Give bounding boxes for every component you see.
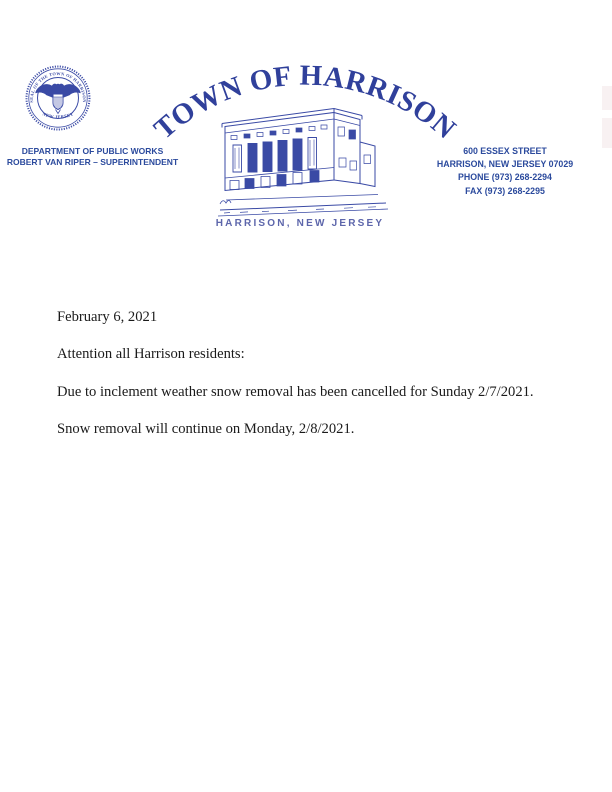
address-street: 600 ESSEX STREET xyxy=(463,146,547,156)
superintendent-name: ROBERT VAN RIPER – SUPERINTENDENT xyxy=(6,157,179,167)
department-block xyxy=(5,146,180,168)
town-seal-icon xyxy=(24,60,94,138)
letter-body xyxy=(57,309,557,458)
letter-paragraph: Due to inclement weather snow removal has been cancelled for Sunday 2/7/2021. xyxy=(57,383,534,400)
building-caption: HARRISON, NEW JERSEY xyxy=(215,218,385,229)
address-fax: FAX (973) 268-2295 xyxy=(465,185,545,196)
letter-salutation: Attention all Harrison residents: xyxy=(57,346,245,363)
seal-bottom-text: NEW JERSEY xyxy=(41,111,75,120)
address-phone: PHONE (973) 268-2294 xyxy=(458,172,552,183)
scan-artifact xyxy=(602,118,612,148)
address-city: HARRISON, NEW JERSEY 07029 xyxy=(436,159,574,170)
arch-title-text: TOWN OF HARRISON xyxy=(148,59,462,146)
eagle-shield-icon xyxy=(36,84,81,114)
svg-text:NEW JERSEY xyxy=(42,111,75,119)
department-name: DEPARTMENT OF PUBLIC WORKS xyxy=(21,146,164,156)
scan-artifact xyxy=(602,86,612,110)
town-hall-illustration xyxy=(218,106,393,226)
address-block xyxy=(418,145,592,198)
letter-paragraph: Snow removal will continue on Monday, 2/8/2021. xyxy=(57,420,355,437)
seal-ring-text: SEAL OF THE TOWN OF HARRISON xyxy=(28,70,88,103)
letter-date: February 6, 2021 xyxy=(57,309,158,325)
